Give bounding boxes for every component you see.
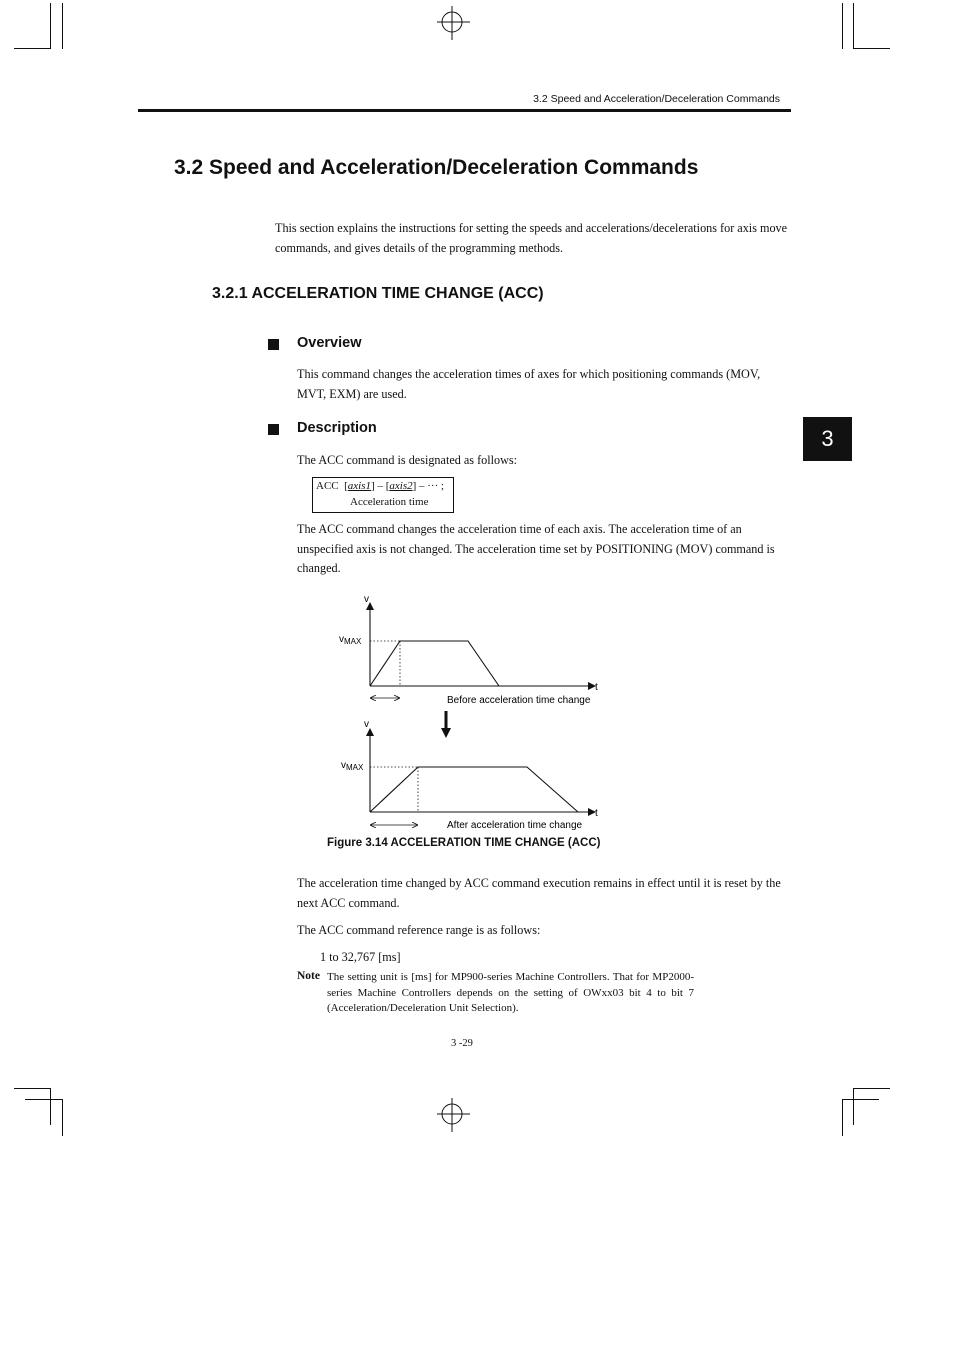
command-syntax-line: ACC [axis1] – [axis2] – ··· ; (316, 480, 445, 492)
description-text: The ACC command changes the acceleration time of each axis. The acceleration time of an unspecified axis is not changed. The acceleration time set by POSITIONING (MOV) command is changed. (297, 522, 775, 575)
running-head: 3.2 Speed and Acceleration/Deceleration Commands (533, 93, 780, 105)
crop-mark (842, 3, 843, 49)
syntax-axis1: axis1 (347, 480, 372, 492)
registration-mark-bottom (432, 1098, 472, 1138)
note-text: The setting unit is [ms] for MP900-series Machine Controllers. That for MP2000-series Machine Controllers depends on the setting of OWxx03 bit 4 to bit 7 (Acceleration/Deceleration Unit Selection). (327, 971, 694, 1014)
overview-text: This command changes the acceleration times of axes for which positioning commands (MOV, MVT, EXM) are used. (297, 367, 761, 401)
down-arrow-icon (441, 728, 451, 738)
chapter-tab: 3 (803, 417, 852, 461)
registration-mark-top (432, 6, 472, 46)
page-number: 3 -29 (451, 1038, 473, 1049)
lower-t-label: t (595, 808, 598, 819)
lower-v-label: v (364, 719, 369, 730)
command-syntax-box (312, 477, 454, 513)
upper-vmax-label: $v_{MAX}$ (339, 634, 362, 646)
crop-mark (853, 1088, 890, 1089)
crop-mark (14, 48, 51, 49)
crop-mark (62, 3, 63, 49)
note-label: Note (297, 970, 320, 982)
upper-speed-profile (370, 641, 499, 686)
subsection-title: 3.2.1 ACCELERATION TIME CHANGE (ACC) (212, 285, 544, 302)
after-label: After acceleration time change (447, 820, 583, 831)
description-lead: The ACC command is designated as follows: (297, 453, 518, 467)
lower-speed-profile (370, 767, 578, 812)
lower-vmax-label: $v_{MAX}$ (341, 760, 364, 772)
upper-v-label: v (364, 594, 369, 605)
range-value: 1 to 32,767 [ms] (320, 950, 401, 964)
header-rule (138, 109, 791, 112)
description-heading: Description (297, 420, 377, 436)
before-label: Before acceleration time change (447, 695, 591, 706)
upper-t-label: t (595, 682, 598, 693)
crop-mark (853, 1088, 854, 1125)
syntax-command: ACC (316, 480, 339, 492)
section-title: 3.2 Speed and Acceleration/Deceleration Commands (174, 156, 699, 179)
bullet-square-icon (268, 424, 279, 435)
syntax-axis2: axis2 (389, 480, 413, 492)
syntax-separator: – [ (374, 480, 390, 492)
crop-mark (853, 3, 854, 49)
figure-caption: Figure 3.14 ACCELERATION TIME CHANGE (ACC) (327, 837, 601, 849)
section-intro: This section explains the instructions for setting the speeds and accelerations/decelerations for axis move commands, and gives details of the programming methods. (275, 221, 788, 255)
crop-mark (62, 1099, 63, 1136)
crop-mark (14, 1088, 51, 1089)
crop-mark (50, 1088, 51, 1125)
crop-mark (50, 3, 51, 49)
acceleration-figure (330, 590, 620, 835)
crop-mark (842, 1099, 843, 1136)
syntax-tail: ] – ··· ; (412, 480, 445, 492)
crop-mark (842, 1099, 879, 1100)
range-lead: The ACC command reference range is as follows: (297, 923, 541, 937)
syntax-label: Acceleration time (350, 496, 429, 508)
bullet-square-icon (268, 339, 279, 350)
crop-mark (25, 1099, 63, 1100)
crop-mark (853, 48, 890, 49)
overview-heading: Overview (297, 335, 362, 351)
reset-text: The acceleration time changed by ACC command execution remains in effect until it is reset by the next ACC command. (297, 876, 781, 910)
